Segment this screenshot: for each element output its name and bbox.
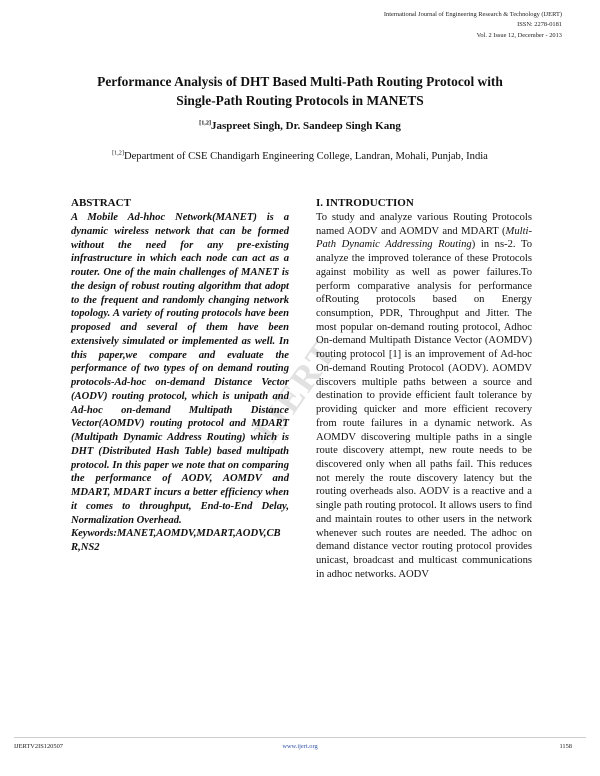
affiliation-superscript: [1,2] xyxy=(112,149,124,157)
abstract-column xyxy=(71,197,289,555)
introduction-column xyxy=(316,197,532,581)
journal-header xyxy=(384,10,562,41)
footer-url-link[interactable]: www.ijert.org xyxy=(282,743,318,750)
journal-issn: ISSN: 2278-0181 xyxy=(517,21,562,29)
intro-text-italic: Multi-Path Dynamic Addressing Routing xyxy=(316,225,532,251)
journal-issue: Vol. 2 Issue 12, December - 2013 xyxy=(476,31,562,39)
footer-paper-id: IJERTV2IS120507 xyxy=(14,743,63,750)
authors xyxy=(0,120,600,132)
title-line-2: Single-Path Routing Protocols in MANETS xyxy=(176,93,424,108)
introduction-heading: I. INTRODUCTION xyxy=(316,197,414,209)
paper-title xyxy=(60,72,540,110)
watermark: IJERT xyxy=(246,332,345,450)
affiliation xyxy=(0,151,600,162)
intro-text-part-2: ) in ns-2. To analyze the improved tolerance of these Protocols against mobility as well as power failures.To perform comparative analysis for performance ofRouting protocols based on Energy consumption, PDR, Throughput and Jitter. The most popular on-demand routing protocol, Adhoc On-demand Multipath Distance Vector (AOMDV) routing protocol [1] is an improvement of Ad-hoc On-demand Routing Protocol (AODV). AOMDV discovers multiple paths between a source and destination to provide efficient fault tolerance by providing quicker and more efficient recovery from route failures in a dynamic network. As AOMDV discovering multiple paths in a single route discovery attempt, new route needs to be discovered only when all paths fail. This reduces not merely the route discovery latency but the routing overheads also. AODV is a reactive and a single path routing protocol. It allows users to find and maintain routes to other users in the network whenever such routes are needed. The adhoc on demand distance vector routing protocol provides unicast, broadcast and multicast communications in adhoc networks. AODV xyxy=(316,239,532,580)
abstract-text: A Mobile Ad-hhoc Network(MANET) is a dynamic wireless network that can be formed without the need for any pre-existing infrastructure in which each node can act as a router. One of the main challenges of MANET is the design of robust routing algorithm that adopt to the frequent and randomly changing network topology. A variety of routing protocols have been proposed and several of them have been extensively simulated or implemented as well. In this paper,we compare and evaluate the performance of two types of on demand routing protocols-Ad-hoc on-demand Distance Vector (AODV) routing protocol, which is unipath and Ad-hoc on-demand Multipath Distance Vector(AOMDV) routing protocol and MDART (Multipath Dynamic Address Routing) which is DHT (Distributed Hash Table) based multipath protocol. In this paper we note that on comparing the performance of AODV, AOMDV and MDART, MDART incurs a better efficiency when it comes to throughput, End-to-End Delay, Normalization Overhead. xyxy=(71,212,289,526)
abstract-heading: ABSTRACT xyxy=(71,197,131,209)
keywords: Keywords:MANET,AOMDV,MDART,AODV,CBR,NS2 xyxy=(71,528,281,553)
author-names: Jaspreet Singh, Dr. Sandeep Singh Kang xyxy=(211,120,401,132)
intro-text-part-1: To study and analyze various Routing Protocols named AODV and AOMDV and MDART ( xyxy=(316,212,532,237)
footer-page-number: 1158 xyxy=(559,743,572,750)
introduction-text xyxy=(316,211,532,581)
title-line-1: Performance Analysis of DHT Based Multi-Path Routing Protocol with xyxy=(97,74,503,89)
author-superscript: [1,2] xyxy=(199,119,212,127)
journal-name: International Journal of Engineering Research & Technology (IJERT) xyxy=(383,11,562,18)
footer-divider xyxy=(14,737,586,738)
affiliation-text: Department of CSE Chandigarh Engineering College, Landran, Mohali, Punjab, India xyxy=(123,151,488,162)
